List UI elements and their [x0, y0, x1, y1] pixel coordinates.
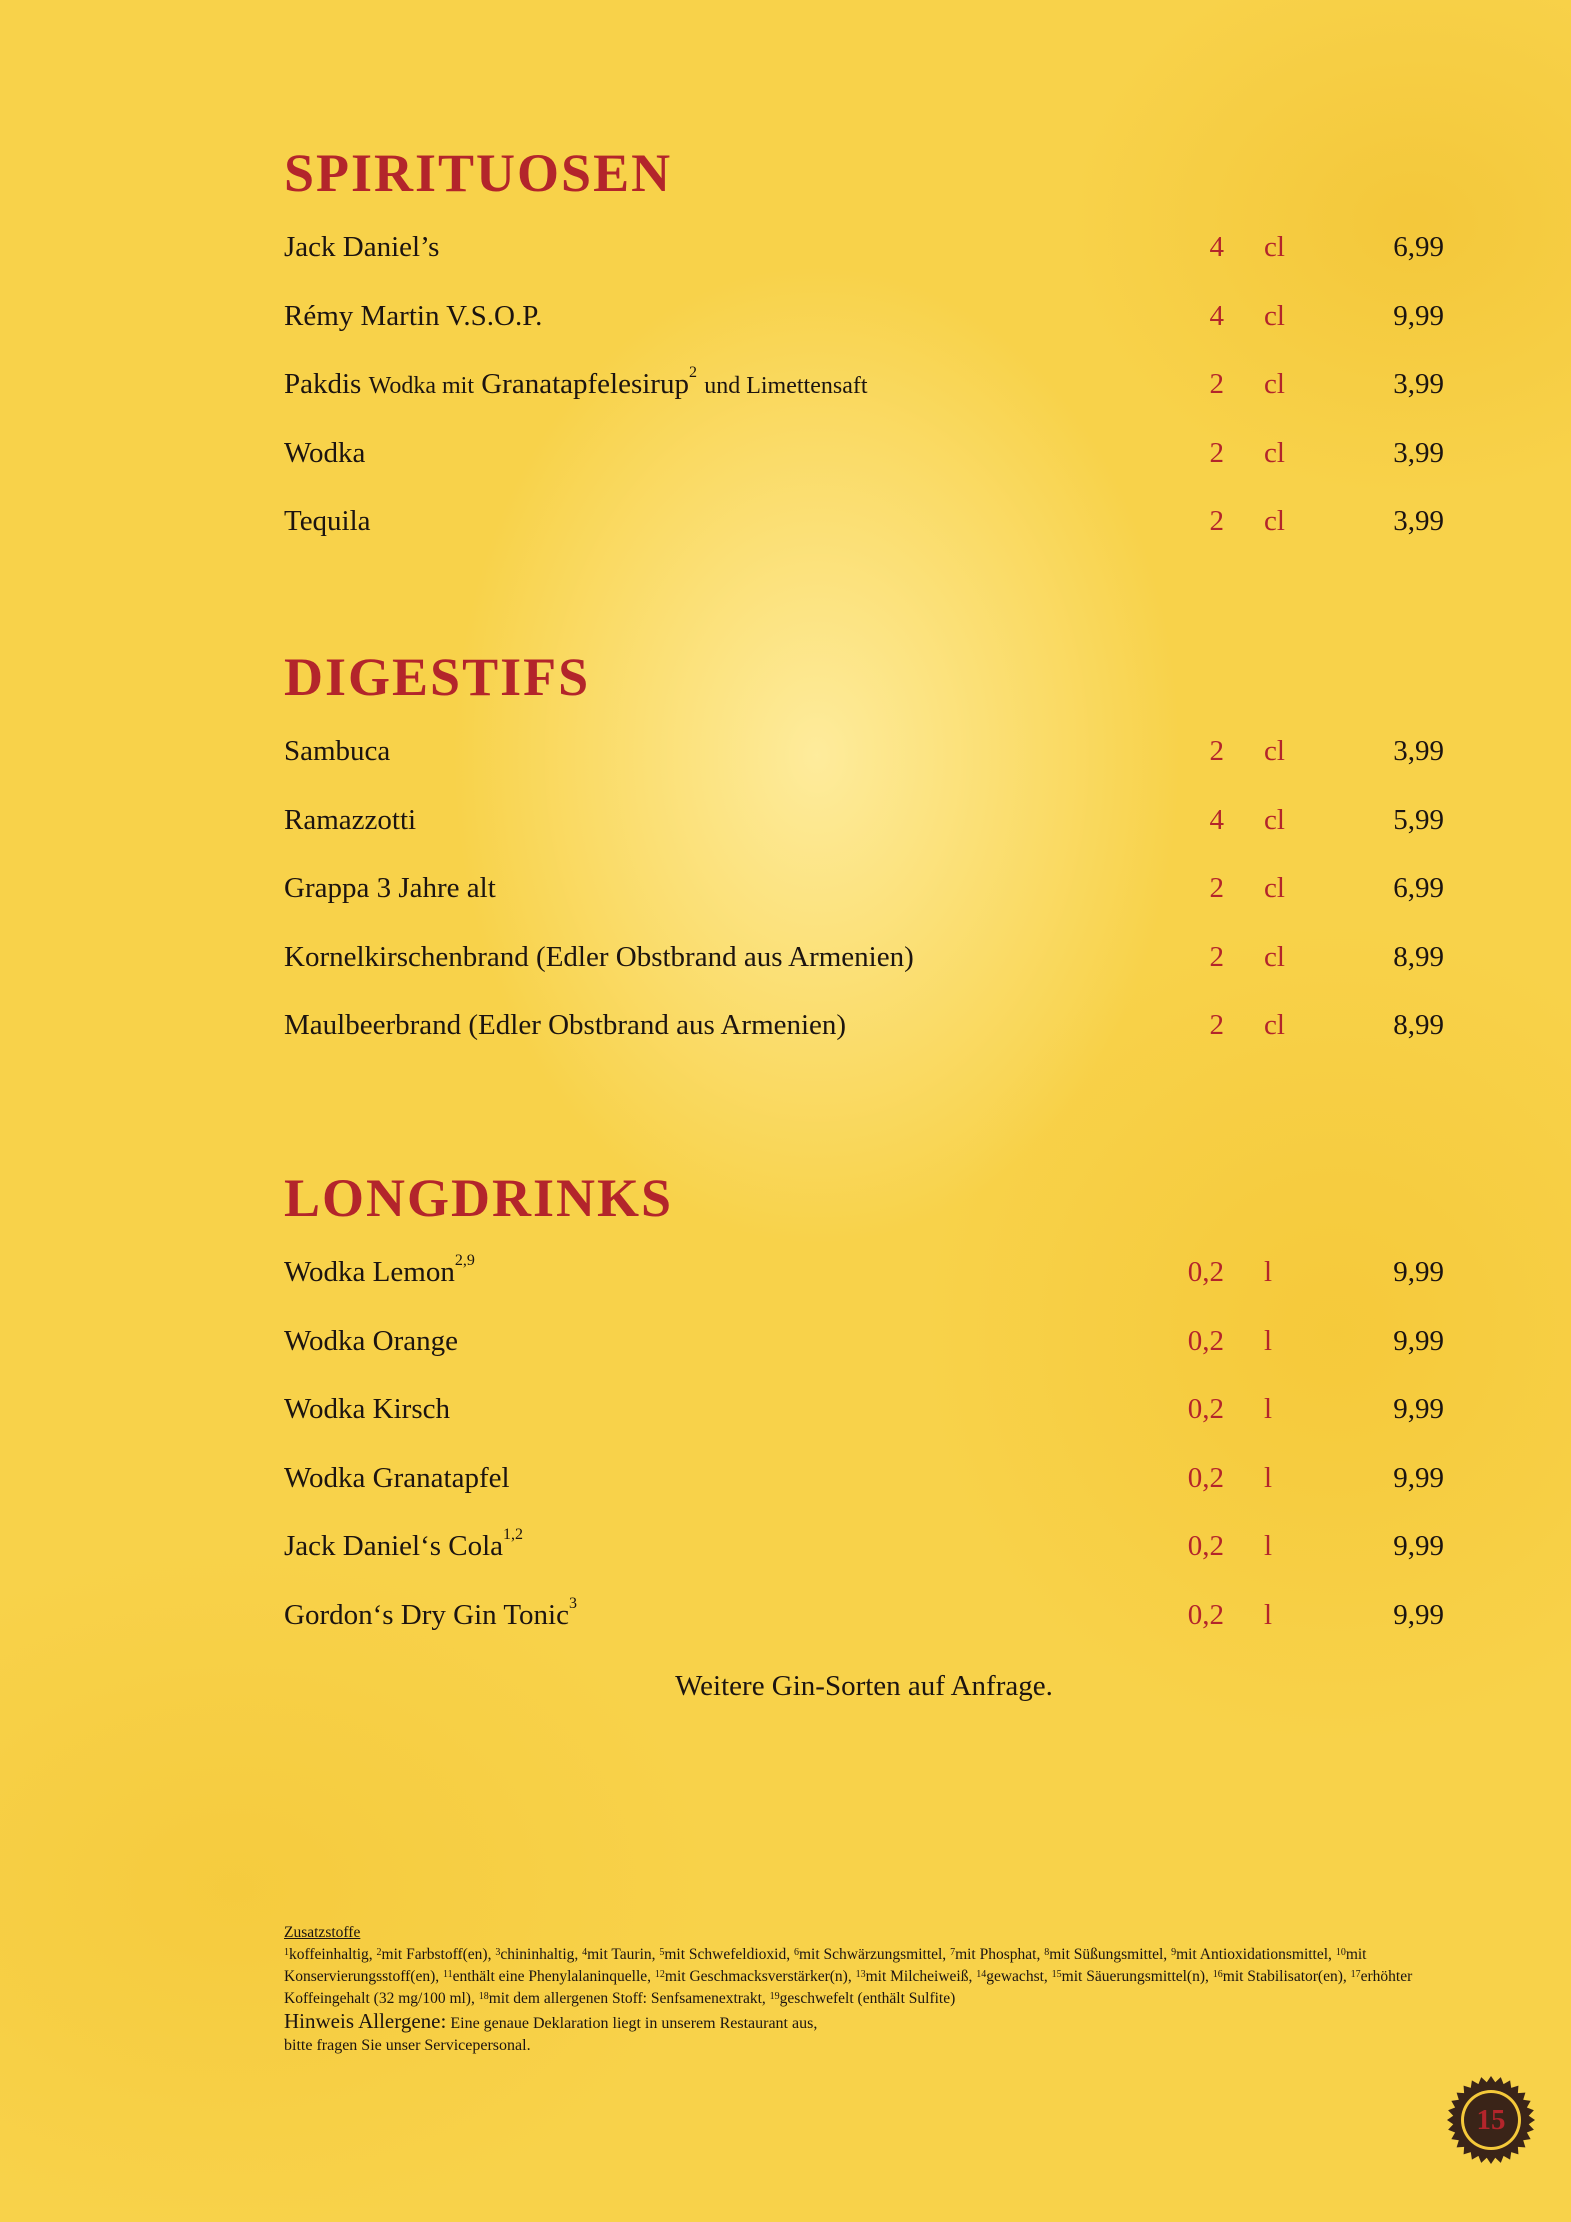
additive-number: 6 [793, 1947, 799, 1958]
item-unit: l [1264, 1324, 1273, 1357]
section-digestifs [284, 647, 1444, 1077]
item-qty: 0,2 [1187, 1461, 1224, 1494]
item-footnote-ref: 1,2 [503, 1526, 524, 1544]
additive-item [443, 1968, 651, 1985]
item-list [284, 230, 1444, 573]
item-unit: cl [1264, 436, 1285, 469]
list-item [284, 803, 1444, 872]
additive-item [856, 1968, 973, 1985]
item-unit: l [1264, 1530, 1273, 1563]
item-unit: cl [1264, 368, 1285, 401]
item-qty: 0,2 [1187, 1530, 1224, 1563]
page-number: 15 [1476, 2103, 1506, 2136]
additive-number: 7 [950, 1947, 956, 1958]
list-item [284, 734, 1444, 803]
item-qty: 2 [1209, 436, 1224, 469]
item-name: Tequila [284, 505, 371, 538]
section-longdrinks [284, 1168, 1444, 1667]
item-price: 9,99 [1393, 299, 1444, 332]
additive-number: 1 [284, 1947, 289, 1958]
additive-number: 13 [855, 1969, 866, 1980]
list-item [284, 1252, 1444, 1324]
item-name: Pakdis Wodka mit Granatapfelesirup$^2$ und Limettensaft [284, 364, 868, 401]
additive-item [582, 1946, 655, 1963]
additive-text: mit dem allergenen Stoff: Senfsamenextrakt, [488, 1990, 766, 2007]
additive-number: 19 [769, 1991, 780, 2002]
additive-text: mit Konservierungsstoff(en), [284, 1946, 1367, 1985]
item-name: Ramazzotti [284, 803, 417, 836]
item-name: Jack Daniel‘s Cola$^{1,2}$ [284, 1526, 524, 1563]
additive-item [770, 1990, 956, 2007]
additive-text: mit Stabilisator(en), [1222, 1968, 1347, 1985]
additive-item [1171, 1946, 1332, 1963]
additives-list [284, 1944, 1444, 2010]
allergy-label: Hinweis Allergene: [284, 2009, 447, 2033]
additive-text: mit Antioxidationsmittel, [1176, 1946, 1332, 1963]
item-qty: 0,2 [1187, 1256, 1224, 1288]
item-price: 3,99 [1393, 368, 1444, 401]
item-name: Wodka Kirsch [284, 1393, 450, 1426]
item-qty: 4 [1209, 231, 1224, 263]
additive-number: 3 [495, 1947, 501, 1958]
additive-text: erhöhter Koffeingehalt (32 mg/100 ml), [284, 1968, 1413, 2007]
list-item [284, 1008, 1444, 1077]
item-price: 6,99 [1393, 872, 1444, 905]
item-unit: cl [1264, 505, 1285, 538]
item-unit: cl [1264, 1009, 1285, 1042]
additive-number: 9 [1171, 1947, 1177, 1958]
item-price: 5,99 [1393, 803, 1444, 836]
list-item [284, 940, 1444, 1009]
additive-number: 18 [478, 1991, 489, 2002]
item-price: 9,99 [1393, 1530, 1444, 1563]
additive-number: 16 [1212, 1969, 1223, 1980]
item-unit: l [1264, 1393, 1273, 1426]
list-item [284, 1392, 1444, 1461]
list-item [284, 504, 1444, 573]
item-name: Wodka Lemon$^{2,9}$ [284, 1252, 475, 1288]
additive-number: 5 [659, 1947, 665, 1958]
item-qty: 2 [1209, 940, 1224, 973]
item-unit: cl [1264, 803, 1285, 836]
additive-text: mit Schwärzungsmittel, [798, 1946, 947, 1963]
additive-text: geschwefelt (enthält Sulfite) [779, 1990, 956, 2007]
item-qty: 2 [1209, 872, 1224, 905]
additive-text: mit Milcheiweiß, [865, 1968, 973, 1985]
additive-item [1213, 1968, 1347, 1985]
item-name: Wodka [284, 436, 366, 469]
additive-item [284, 1946, 373, 1963]
gin-note: Weitere Gin-Sorten auf Anfrage. [675, 1670, 1053, 1702]
list-item [284, 1324, 1444, 1393]
item-qty: 0,2 [1187, 1393, 1224, 1426]
allergy-text: Eine genaue Deklaration liegt in unserem Restaurant aus, [450, 2015, 818, 2032]
item-list [284, 1252, 1444, 1667]
item-desc-a: Wodka mit [368, 373, 474, 400]
item-footnote-ref: 2,9 [454, 1252, 475, 1269]
additive-number: 12 [654, 1969, 665, 1980]
additive-text: mit Taurin, [587, 1946, 656, 1963]
item-unit: l [1264, 1461, 1273, 1494]
additive-number: 11 [442, 1969, 453, 1980]
list-item [284, 1594, 1444, 1667]
item-qty: 2 [1209, 505, 1224, 538]
item-unit: l [1264, 1598, 1273, 1631]
item-name: Grappa 3 Jahre alt [284, 872, 496, 905]
item-name: Maulbeerbrand (Edler Obstbrand aus Armenien) [284, 1009, 847, 1042]
additive-item [495, 1946, 578, 1963]
item-desc-b: Granatapfelesirup [481, 368, 689, 401]
item-unit: cl [1264, 872, 1285, 905]
additive-item [655, 1968, 852, 1985]
item-price: 9,99 [1393, 1598, 1444, 1631]
item-price: 8,99 [1393, 1009, 1444, 1042]
item-list [284, 734, 1444, 1077]
item-unit: cl [1264, 299, 1285, 332]
item-footnote-ref: 3 [569, 1594, 577, 1612]
item-price: 3,99 [1393, 436, 1444, 469]
item-name: Wodka Granatapfel [284, 1461, 510, 1494]
list-item [284, 1461, 1444, 1530]
additive-number: 15 [1051, 1969, 1062, 1980]
item-qty: 2 [1209, 735, 1224, 767]
item-unit: l [1264, 1256, 1273, 1288]
item-price: 6,99 [1393, 231, 1444, 263]
list-item [284, 436, 1444, 505]
list-item [284, 364, 1444, 436]
item-price: 9,99 [1393, 1461, 1444, 1494]
section-title: LONGDRINKS [284, 1168, 674, 1228]
allergy-text: bitte fragen Sie unser Servicepersonal. [284, 2037, 531, 2054]
additive-item [950, 1946, 1040, 1963]
item-qty: 0,2 [1187, 1598, 1224, 1631]
additive-number: 10 [1335, 1947, 1346, 1958]
additive-item [659, 1946, 790, 1963]
page-number-badge [1446, 2075, 1536, 2165]
item-price: 3,99 [1393, 505, 1444, 538]
additive-text: mit Farbstoff(en), [381, 1946, 492, 1963]
item-price: 9,99 [1393, 1324, 1444, 1357]
list-item [284, 230, 1444, 299]
additive-text: mit Süßungsmittel, [1049, 1946, 1168, 1963]
additive-number: 4 [582, 1947, 588, 1958]
allergy-note [284, 2010, 1444, 2057]
additive-number: 14 [976, 1969, 987, 1980]
additive-item [976, 1968, 1048, 1985]
additive-number: 8 [1044, 1947, 1050, 1958]
item-qty: 0,2 [1187, 1324, 1224, 1357]
list-item [284, 871, 1444, 940]
item-qty: 2 [1209, 1009, 1224, 1042]
additive-text: koffeinhaltig, [289, 1946, 373, 1963]
item-footnote-ref: 2 [688, 364, 697, 382]
list-item [284, 1526, 1444, 1598]
footnotes [284, 1922, 1444, 2057]
item-unit: cl [1264, 231, 1285, 263]
item-price: 8,99 [1393, 940, 1444, 973]
item-qty: 4 [1209, 299, 1224, 332]
additive-text: gewachst, [986, 1968, 1048, 1985]
item-price: 9,99 [1393, 1256, 1444, 1288]
additive-item [794, 1946, 946, 1963]
additive-text: mit Säuerungsmittel(n), [1061, 1968, 1209, 1985]
footnotes-title: Zusatzstoffe [284, 1924, 361, 1941]
additive-text: enthält eine Phenylalaninquelle, [452, 1968, 652, 1985]
item-unit: cl [1264, 940, 1285, 973]
item-name: Kornelkirschenbrand (Edler Obstbrand aus Armenien) [284, 940, 914, 973]
additive-item [377, 1946, 492, 1963]
additive-text: chininhaltig, [500, 1946, 579, 1963]
section-title: SPIRITUOSEN [284, 143, 673, 203]
item-qty: 2 [1209, 368, 1224, 401]
additive-number: 2 [376, 1947, 382, 1958]
item-desc-c: und Limettensaft [704, 373, 868, 400]
item-qty: 4 [1209, 803, 1224, 836]
additive-item [1052, 1968, 1209, 1985]
section-title: DIGESTIFS [284, 647, 591, 707]
item-name: Gordon‘s Dry Gin Tonic$^3$ [284, 1594, 577, 1631]
additive-item [1044, 1946, 1167, 1963]
item-name: Jack Daniel’s [284, 231, 440, 263]
additive-number: 17 [1350, 1969, 1361, 1980]
item-name: Rémy Martin V.S.O.P. [284, 299, 543, 332]
additive-text: mit Schwefeldioxid, [664, 1946, 791, 1963]
additive-item [479, 1990, 766, 2007]
additive-text: mit Phosphat, [955, 1946, 1041, 1963]
item-unit: cl [1264, 735, 1285, 767]
item-name: Sambuca [284, 735, 391, 767]
section-spirituosen [284, 143, 1444, 573]
item-price: 9,99 [1393, 1393, 1444, 1426]
list-item [284, 299, 1444, 368]
item-price: 3,99 [1393, 735, 1444, 767]
additive-text: mit Geschmacksverstärker(n), [664, 1968, 852, 1985]
item-name: Wodka Orange [284, 1324, 459, 1357]
